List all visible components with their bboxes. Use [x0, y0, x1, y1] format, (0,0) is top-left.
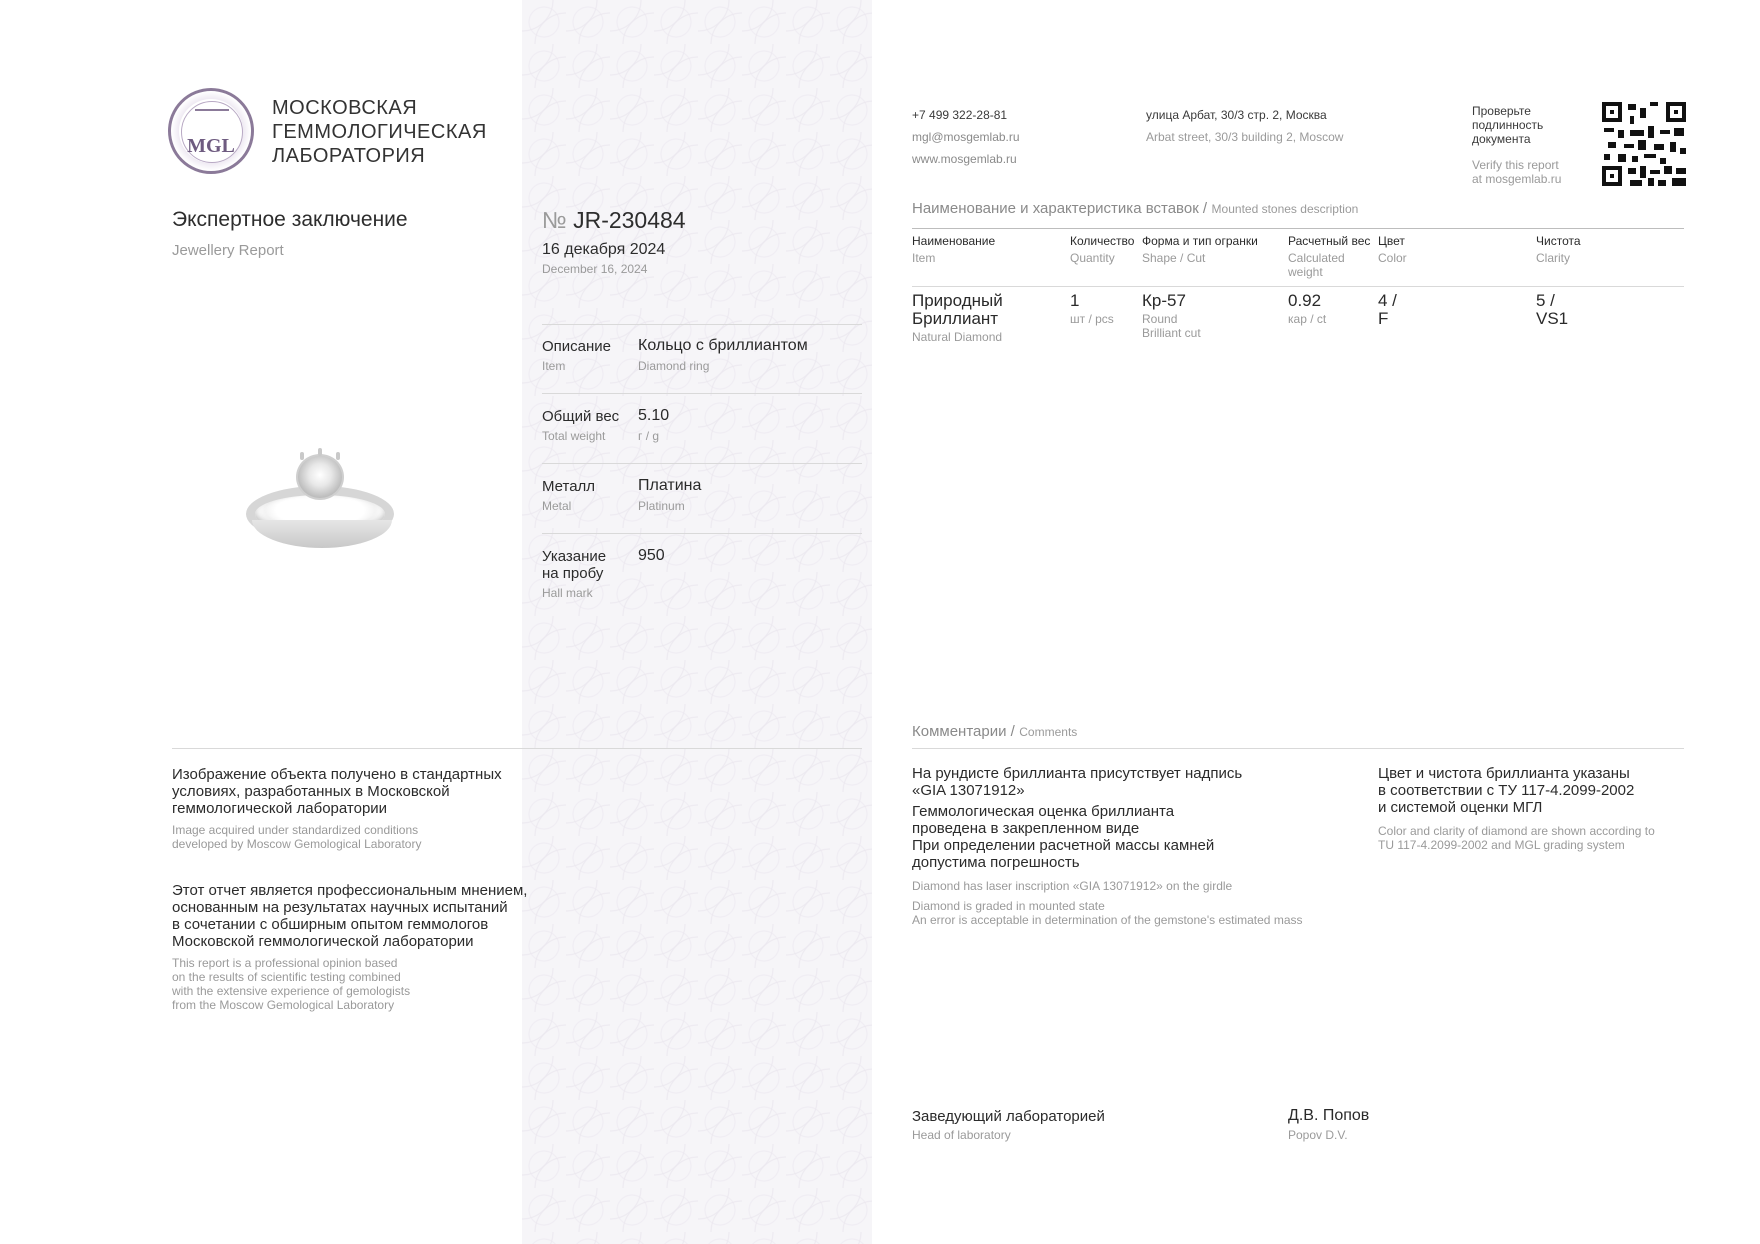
image-disclaimer: Изображение объекта получено в стандартных условиях, разработанных в Московской геммологической лаборатории Image acquired under standardized conditions developed by Moscow Gemological Laboratory — [172, 766, 502, 851]
signature-role: Заведующий лабораторией Head of laboratory — [912, 1108, 1105, 1142]
comments-right: Цвет и чистота бриллианта указаны в соответствии с ТУ 117-4.2099-2002 и системой оценки МГЛ Color and clarity of diamond are shown according to TU 117-4.2099-2002 and MGL grading system — [1378, 765, 1655, 852]
report-date-en: December 16, 2024 — [542, 262, 648, 276]
th-shape: Форма и тип огранки Shape / Cut — [1142, 234, 1258, 265]
th-clarity: Чистота Clarity — [1536, 234, 1581, 265]
org-name: МОСКОВСКАЯ ГЕММОЛОГИЧЕСКАЯ ЛАБОРАТОРИЯ — [272, 97, 487, 167]
th-quantity: Количество Quantity — [1070, 234, 1135, 265]
detail-row-weight: Общий вес Total weight — [542, 408, 620, 443]
th-item: Наименование Item — [912, 234, 996, 265]
detail-value-weight: 5.10 г / g — [638, 407, 670, 443]
cell-shape: Кр-57 Round Brilliant cut — [1142, 291, 1201, 340]
th-weight: Расчетный вес Calculated weight — [1288, 234, 1371, 279]
detail-row-metal: Металл Metal — [542, 478, 596, 513]
detail-value-item: Кольцо с бриллиантом Diamond ring — [638, 337, 808, 373]
comments-left: На рундисте бриллианта присутствует надпись «GIA 13071912» Геммологическая оценка бриллианта проведена в закрепленном виде При определении расчетной массы камней допустима погрешность Diamond has laser inscription «GIA 13071912» on the girdle Diamond is graded in mounted state An error is acceptable in determination of the gemstone's estimated mass — [912, 765, 1303, 927]
detail-row-item: Описание Item — [542, 338, 612, 373]
site-link[interactable]: www.mosgemlab.ru — [912, 152, 1017, 166]
decorative-pattern-band — [522, 0, 872, 1244]
cell-clarity: 5 / VS1 — [1536, 291, 1569, 328]
report-date: 16 декабря 2024 — [542, 241, 666, 258]
cell-color: 4 / F — [1378, 291, 1397, 328]
detail-value-hallmark: 950 — [638, 547, 665, 564]
detail-row-hallmark: Указание на пробу Hall mark — [542, 548, 607, 600]
stones-heading: Наименование и характеристика вставок / Mounted stones description — [912, 200, 1359, 217]
contact-block — [912, 104, 1020, 170]
report-number: № JR-230484 — [542, 207, 686, 233]
cell-quantity: 1 шт / pcs — [1070, 291, 1114, 326]
th-color: Цвет Color — [1378, 234, 1407, 265]
detail-value-metal: Платина Platinum — [638, 477, 702, 513]
address-block: улица Арбат, 30/3 стр. 2, Москва Arbat street, 30/3 building 2, Moscow — [1146, 108, 1344, 144]
phone: +7 499 322-28-81 — [912, 108, 1008, 122]
report-title: Экспертное заключение — [172, 208, 408, 231]
mgl-seal-logo: MGL — [168, 88, 254, 174]
cell-weight: 0.92 кар / ct — [1288, 291, 1327, 326]
verify-text: Проверьте подлинность документа Verify this report at mosgemlab.ru — [1472, 104, 1562, 186]
qr-code[interactable] — [1602, 102, 1686, 186]
report-title-en: Jewellery Report — [172, 242, 284, 259]
table-row: Природный Бриллиант Natural Diamond — [912, 291, 1003, 344]
email-link[interactable]: mgl@mosgemlab.ru — [912, 130, 1020, 144]
comments-heading: Комментарии / Comments — [912, 723, 1078, 740]
opinion-disclaimer: Этот отчет является профессиональным мнением, основанным на результатах научных испытаний в сочетании с обширным опытом геммологов Московской геммологической лаборатории This report is a professional opinion based on the results of scientific testing combined with the extensive experience of gemologists from the Moscow Gemological Laboratory — [172, 882, 528, 1012]
signature-name: Д.В. Попов Popov D.V. — [1288, 1107, 1370, 1142]
